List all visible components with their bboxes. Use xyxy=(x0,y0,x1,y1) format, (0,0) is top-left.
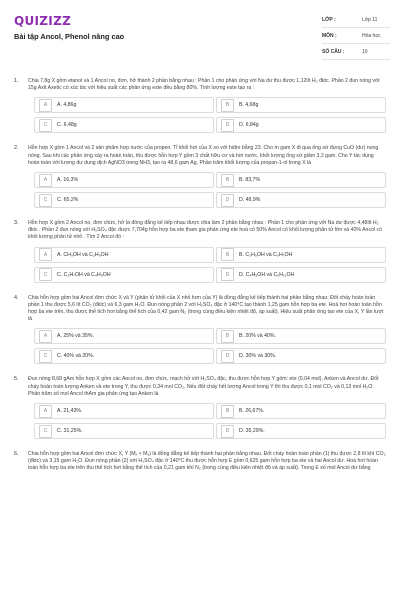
meta-label: LỚP : xyxy=(322,16,336,23)
option-label: B. 4,68g xyxy=(239,102,259,109)
option-letter-box: D xyxy=(221,350,234,363)
meta-row-class xyxy=(322,12,390,28)
answer-option[interactable] xyxy=(216,348,386,364)
question-number: 1. xyxy=(14,78,19,84)
answer-option[interactable] xyxy=(34,328,214,344)
option-label: A. 25% và 35%. xyxy=(57,333,94,340)
option-letter-box: B xyxy=(221,405,234,418)
option-letter-box: C xyxy=(39,425,52,438)
option-letter-box: A xyxy=(39,248,52,261)
option-label: B. 83,7% xyxy=(239,177,261,184)
question-number: 5. xyxy=(14,376,19,383)
meta-row-count xyxy=(322,44,390,60)
question-text: Hỗn hợp X gồm 2 Ancol no, đơn chức, hở là đồng đẳng kế tiếp nhau được chia làm 2 phần bằng nhau : Phần 1 cho phản ứng với Na dư được 4,48lít H₂ đktc . Phần 2 đun nóng với H₂SO₄ đặc được 7,704g hỗn hợp ba ete tham gia phản ứng ete hoá có 50% Ancol có khối lượng phân tử lớn và 40% Ancol có khối lượng phân tử nhỏ . Tìm 2 Ancol đó : xyxy=(28,220,382,241)
option-letter-box: C xyxy=(39,119,52,132)
answer-option[interactable] xyxy=(34,97,214,113)
answer-options xyxy=(34,97,388,133)
option-letter-box: A xyxy=(39,405,52,418)
option-letter-box: D xyxy=(221,268,234,281)
option-letter-box: A xyxy=(39,99,52,112)
option-label: B. 20% và 40%. xyxy=(239,333,276,340)
question-number: 3. xyxy=(14,220,19,227)
quizizz-logo: QUIZIZZ xyxy=(14,14,72,28)
answer-option[interactable] xyxy=(216,267,386,283)
question-block xyxy=(14,145,388,208)
question-head xyxy=(14,220,388,242)
question-head xyxy=(14,295,388,324)
meta-label: SỐ CÂU : xyxy=(322,48,345,55)
answer-options xyxy=(34,172,388,208)
answer-option[interactable] xyxy=(216,97,386,113)
answer-option[interactable] xyxy=(216,247,386,263)
option-letter-box: C xyxy=(39,268,52,281)
option-label: C. 6,48g xyxy=(57,122,77,129)
question-block xyxy=(14,451,388,473)
question-block xyxy=(14,295,388,365)
question-text: Chia hỗn hợp gồm hai Ancol đơn chức X, Y (Mₓ < Mᵧ) là đồng đẳng kế tiếp thành hai phần bằng nhau. Đốt cháy hoàn toàn phần (1) thu được 2,8 lít khí CO₂ (đktc) và 3,15 gam H₂O. Đun nóng phần (2) với H₂SO₄ đặc ở 140°C thu được hỗn hợp E gồm 0,625 gam hỗn hợp ba ete và hai Ancol dư. Hoá hơi hoàn toàn hỗn hợp ba ete trên thu thể tích hơi bằng thể tích của 0,21 gam khí N₂ (trong cùng điều kiện nhiệt độ và áp suất). Trong E số mol Ancol dư bằng xyxy=(28,451,386,472)
option-letter-box: B xyxy=(221,248,234,261)
option-label: B. 26,67%. xyxy=(239,408,265,415)
answer-option[interactable] xyxy=(216,117,386,133)
option-label: D. 6,84g xyxy=(239,122,259,129)
answer-options xyxy=(34,328,388,364)
meta-label: MÔN : xyxy=(322,32,337,39)
option-letter-box: B xyxy=(221,99,234,112)
worksheet-meta xyxy=(322,12,390,60)
question-list xyxy=(14,78,388,485)
meta-value: 10 xyxy=(362,48,368,55)
question-text: Chia hỗn hợp gồm hai Ancol đơn chức X và Y (phân tử khối của X nhỏ hơn của Y) là đồng đẳng kế tiếp thành hai phần bằng nhau: Đốt cháy hoàn toàn phần 1 thu được 5,6 lít CO₂ (đktc) và 6,3 gam H₂O. Đun nóng phần 2 với H₂SO₄ đặc ở 140°C tạo thành 1,25 gam hỗn hợp ba ete. Hoá hơi hoàn toàn hỗn hợp ba ete trên, thu được thể tích hơi bằng thể tích của 0,42 gam N₂ (trong cùng điều kiện nhiệt độ, áp suất). Hiệu suất phản ứng tạo ete của X, Y lần lượt là xyxy=(28,294,384,323)
option-label: C. 31,25%. xyxy=(57,428,83,435)
question-block xyxy=(14,78,388,133)
option-label: B. C₂H₅OH và C₃H₇OH xyxy=(239,251,293,258)
answer-options xyxy=(34,403,388,439)
option-label: C. 40% và 20%. xyxy=(57,353,95,360)
question-head xyxy=(14,145,388,167)
answer-option[interactable] xyxy=(34,403,214,419)
meta-row-subject xyxy=(322,28,390,44)
question-text: Chia 7,8g X gồm etanol và 1 Ancol no, đơn, hở thành 2 phần bằng nhau : Phần 1 cho phản ứng với Na dư thu được 1,12lít H₂ đktc. Phần 2 đun nóng với 15g Axit Axetic có xúc tác với hiệu suất các phản ứng este đều bằng 80%. Tính lượng este tạo ra : xyxy=(28,78,380,92)
answer-option[interactable] xyxy=(34,247,214,263)
option-letter-box: A xyxy=(39,330,52,343)
question-head xyxy=(14,451,388,473)
question-number: 4. xyxy=(14,294,19,301)
answer-option[interactable] xyxy=(216,403,386,419)
answer-option[interactable] xyxy=(216,172,386,188)
option-letter-box: D xyxy=(221,194,234,207)
question-head xyxy=(14,78,388,92)
answer-option[interactable] xyxy=(34,117,214,133)
answer-option[interactable] xyxy=(34,423,214,439)
option-label: A. CH₃OH và C₂H₅OH xyxy=(57,251,109,258)
answer-option[interactable] xyxy=(216,192,386,208)
question-block xyxy=(14,220,388,283)
option-label: C. 65,2% xyxy=(57,197,79,204)
meta-value: Lớp 11 xyxy=(362,16,378,23)
answer-option[interactable] xyxy=(216,328,386,344)
option-label: A. 16,3% xyxy=(57,177,79,184)
option-letter-box: C xyxy=(39,350,52,363)
question-block xyxy=(14,376,388,439)
option-label: D. 30% và 30%. xyxy=(239,353,277,360)
option-letter-box: B xyxy=(221,330,234,343)
option-label: D. C₄H₉OH và C₅H₁₁OH xyxy=(239,271,295,278)
option-letter-box: D xyxy=(221,425,234,438)
option-label: D. 48,9% xyxy=(239,197,261,204)
option-label: A. 21,43%. xyxy=(57,408,83,415)
worksheet-title: Bài tập Ancol, Phenol nâng cao xyxy=(14,32,125,41)
question-text: Đun nóng 8,68 gAm hỗn hợp X gồm các Ancol no, đơn chức, mạch hở với H₂SO₄ đặc, thu được hỗn hợp Y gồm: ete (0,04 mol), Anken và Ancol dư. Đốt cháy hoàn toàn lượng Anken và ete trong Y, thu được 0,34 mol CO₂. Nếu đốt cháy hết lượng Ancol trong Y thì thu được 0,1 mol CO₂ và 0,13 mol H₂O. Phần trăm số mol Ancol thAm gia phản ứng tạo Anken là xyxy=(28,376,379,397)
answer-option[interactable] xyxy=(34,267,214,283)
answer-option[interactable] xyxy=(34,172,214,188)
option-letter-box: B xyxy=(221,174,234,187)
question-text: Hỗn hợp X gồm 1 Ancol và 2 sản phẩm hợp nước của propen. Tỉ khối hơi của X so với hiđro bằng 23. Cho m gam X đi qua ống sứ đựng CuO (dư) nung nóng. Sau khi các phản ứng xảy ra hoàn toàn, thu được hỗn hợp Y gồm 3 chất hữu cơ và hơi nước, khối lượng ống sứ giảm 3,2 gam. Cho Y tác dụng hoàn toàn với lượng dư dung dịch AgNO3 trong NH3, tạo ra 48,6 gam Ag. Phần trăm khối lượng của propan-1-ol trong X là xyxy=(28,145,379,166)
option-letter-box: C xyxy=(39,194,52,207)
option-label: A. 4,86g xyxy=(57,102,77,109)
answer-option[interactable] xyxy=(216,423,386,439)
question-number: 2. xyxy=(14,145,19,152)
question-number: 6. xyxy=(14,451,19,458)
answer-options xyxy=(34,247,388,283)
meta-value: Hóa học xyxy=(362,32,381,39)
option-letter-box: A xyxy=(39,174,52,187)
question-head xyxy=(14,376,388,398)
answer-option[interactable] xyxy=(34,348,214,364)
answer-option[interactable] xyxy=(34,192,214,208)
option-label: D. 35,29%. xyxy=(239,428,265,435)
option-label: C. C₃H₇OH và C₄H₉OH xyxy=(57,271,111,278)
option-letter-box: D xyxy=(221,119,234,132)
